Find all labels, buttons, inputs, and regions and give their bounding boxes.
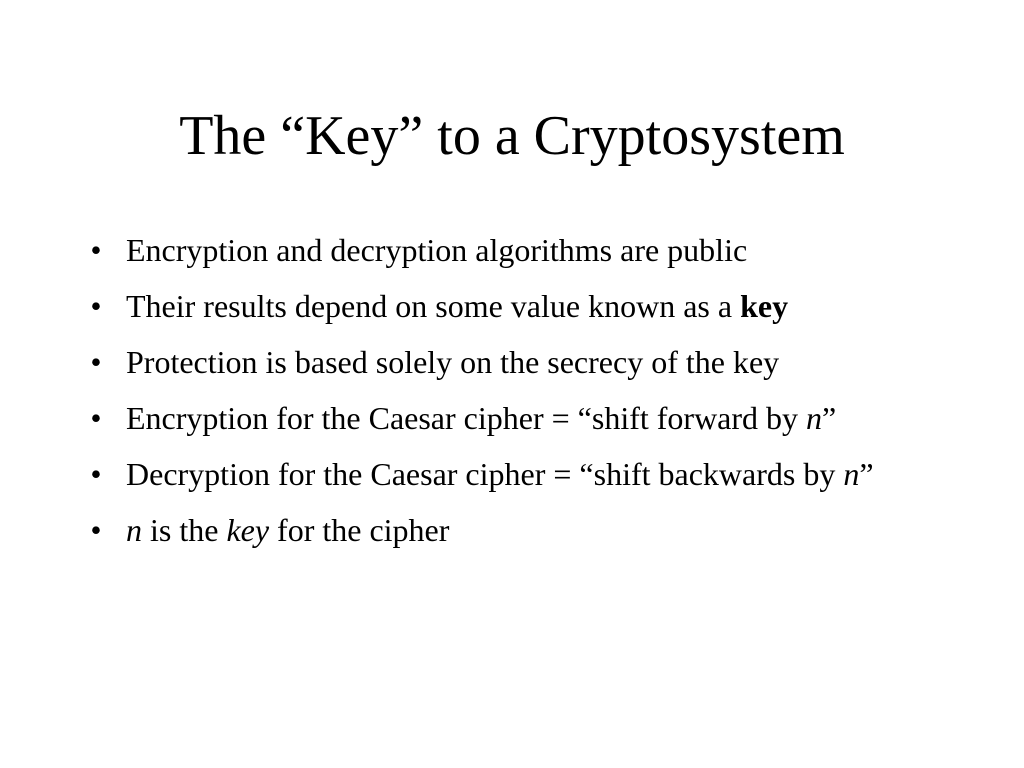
bullet-icon: • (90, 400, 102, 436)
bullet-text-end: ” (859, 456, 874, 492)
bullet-item-key-secrecy (86, 339, 946, 386)
italic-n: n (806, 400, 823, 436)
bullet-icon: • (90, 344, 102, 380)
bullet-item-caesar-encryption (86, 395, 946, 442)
bullet-text: Decryption for the Caesar cipher = “shift backwards by (126, 456, 844, 492)
italic-n: n (126, 512, 142, 548)
italic-key: key (226, 512, 270, 548)
slide-title: The “Key” to a Cryptosystem (179, 105, 845, 167)
bullet-list (86, 227, 946, 563)
bullet-item-n-is-key (86, 507, 946, 554)
bullet-icon: • (90, 512, 102, 548)
bullet-text-end: ” (822, 400, 837, 436)
bullet-item-caesar-decryption (86, 451, 946, 498)
bullet-text: is the (142, 512, 227, 548)
bullet-item-key-value (86, 283, 946, 330)
bullet-icon: • (90, 232, 102, 268)
italic-n: n (843, 456, 860, 492)
bullet-text: Their results depend on some value known as a (126, 288, 741, 324)
bullet-icon: • (90, 456, 102, 492)
bullet-text: Encryption and decryption algorithms are public (126, 232, 748, 268)
bullet-text-end: for the cipher (269, 512, 450, 548)
bullet-icon: • (90, 288, 102, 324)
bullet-item-public-algorithms (86, 227, 946, 274)
bold-key-term: key (740, 288, 789, 324)
bullet-text: Protection is based solely on the secrecy of the key (126, 344, 780, 380)
bullet-text: Encryption for the Caesar cipher = “shift forward by (126, 400, 807, 436)
